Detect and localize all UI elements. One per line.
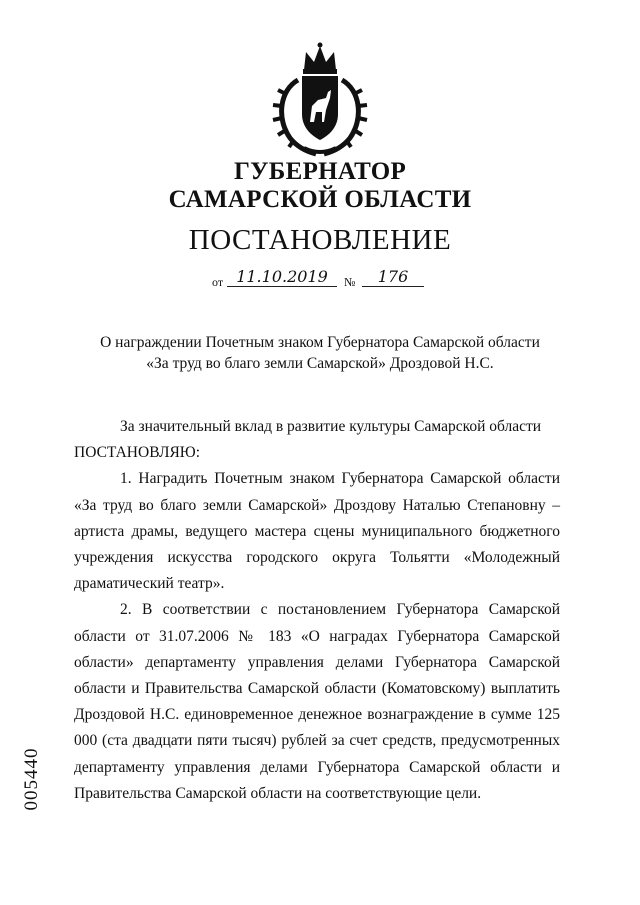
date-label: от (212, 275, 224, 289)
date-value: 11.10.2019 (227, 268, 337, 287)
issuer-title-line-1: ГУБЕРНАТОР (233, 158, 407, 185)
number-value: 176 (362, 268, 424, 287)
subject-line-1: О награждении Почетным знаком Губернатора Самарской области (100, 334, 540, 351)
document-body (74, 414, 560, 807)
margin-number-text: 005440 (21, 747, 42, 811)
body-paragraph-2: 2. В соответствии с постановлением Губернатора Самарской области от 31.07.2006 № 183 «О наградах Губернатора Самарской области» департаменту управления делами Губернатора Самарской области и Правительства Самарской области (Коматовскому) выплатить Дроздовой Н.С. единовременное денежное вознаграждение в сумме 125 000 (ста двадцати пяти тысяч) рублей за счет средств, предусмотренных департаменту управления делами Губернатора Самарской области и Правительства Самарской области на соответствующие цели. (74, 601, 560, 802)
document-subject (70, 332, 570, 374)
margin-registration-number (22, 738, 42, 820)
body-paragraph-preamble: За значительный вклад в развитие культуры Самарской области (120, 418, 542, 435)
subject-line-2: «За труд во благо земли Самарской» Дроздовой Н.С. (146, 355, 494, 372)
document-type: ПОСТАНОВЛЕНИЕ (188, 224, 452, 256)
body-resolve-word: ПОСТАНОВЛЯЮ: (74, 444, 201, 462)
number-label: № (344, 275, 356, 289)
coat-of-arms-icon (268, 40, 372, 158)
body-paragraph-1: 1. Наградить Почетным знаком Губернатора Самарской области «За труд во благо земли Самарской» Дроздову Наталью Степановну – артиста драмы, ведущего мастера сцены муниципального бюджетного учреждения искусства городского округа Тольятти «Молодежный драматический театр». (74, 470, 560, 593)
issuer-title-line-2: САМАРСКОЙ ОБЛАСТИ (168, 186, 472, 213)
